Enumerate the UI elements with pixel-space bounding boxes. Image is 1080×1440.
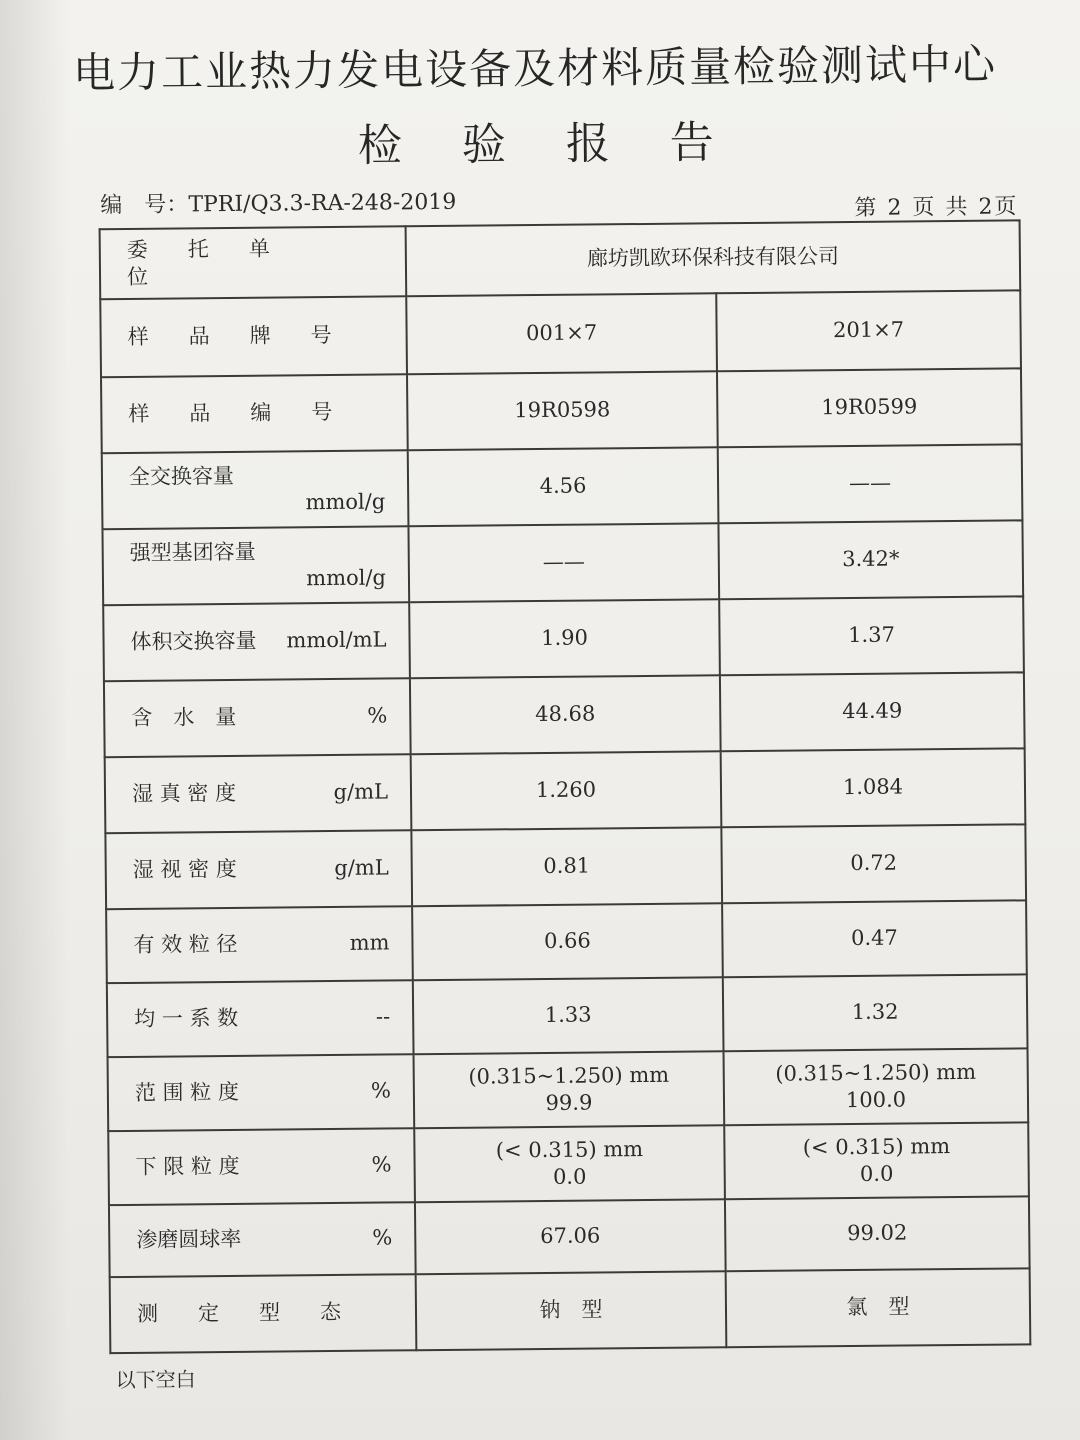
value-cell bbox=[724, 1048, 1029, 1125]
value-cell bbox=[724, 1122, 1029, 1199]
property-name: 均 一 系 数 bbox=[134, 1006, 239, 1032]
report-number-label: 编 号： bbox=[100, 192, 189, 219]
value-cell: 1.37 bbox=[719, 596, 1024, 675]
lower-spec: (< 0.315) mm bbox=[802, 1133, 951, 1160]
report-meta bbox=[36, 175, 1036, 229]
property-unit: % bbox=[372, 1225, 393, 1250]
property-name: 湿 视 密 度 bbox=[132, 857, 237, 883]
test-results-table bbox=[99, 219, 1032, 1354]
table-row bbox=[109, 1196, 1030, 1277]
sample-no-label: 样品编号 bbox=[128, 399, 373, 427]
value-cell: 67.06 bbox=[415, 1199, 726, 1274]
table-row bbox=[108, 1048, 1029, 1131]
organization-title: 电力工业热力发电设备及材料质量检验测试中心 bbox=[72, 39, 998, 98]
report-number-value: TPRI/Q3.3-RA-248-2019 bbox=[188, 189, 457, 218]
property-unit: g/mL bbox=[334, 855, 389, 881]
row-label bbox=[103, 602, 410, 681]
table-row bbox=[105, 748, 1026, 833]
value-cell: 0.72 bbox=[721, 824, 1026, 903]
value-cell: 99.02 bbox=[725, 1196, 1030, 1271]
value-cell: 1.260 bbox=[411, 751, 722, 830]
lower-value: 0.0 bbox=[552, 1164, 587, 1189]
property-unit: % bbox=[367, 703, 388, 729]
property-name: 强型基团容量 bbox=[129, 539, 256, 565]
table-row bbox=[103, 596, 1024, 681]
row-label bbox=[101, 374, 408, 453]
value-cell bbox=[414, 1051, 725, 1128]
range-value: 100.0 bbox=[845, 1087, 907, 1113]
table-row bbox=[100, 220, 1021, 299]
table-row bbox=[110, 1268, 1031, 1353]
property-name: 下 限 粒 度 bbox=[135, 1154, 240, 1180]
value-cell: 0.66 bbox=[412, 903, 723, 980]
value-cell: 44.49 bbox=[720, 672, 1025, 751]
row-label bbox=[102, 450, 409, 529]
brand-label: 样品牌号 bbox=[127, 322, 372, 350]
range-spec: (0.315~1.250) mm bbox=[775, 1059, 977, 1086]
row-label bbox=[105, 754, 412, 833]
value-cell: 0.81 bbox=[411, 827, 722, 906]
blank-below-note: 以下空白 bbox=[115, 1367, 196, 1393]
value-cell: 1.32 bbox=[723, 974, 1028, 1051]
value-cell: 钠 型 bbox=[416, 1271, 727, 1350]
lower-value: 0.0 bbox=[859, 1161, 894, 1186]
property-name: 全交换容量 bbox=[128, 463, 235, 489]
property-unit: % bbox=[370, 1078, 391, 1103]
property-name: 体积交换容量 bbox=[130, 629, 257, 655]
client-label-text: 委托单位 bbox=[126, 235, 310, 289]
table-row bbox=[108, 1122, 1029, 1205]
table-row bbox=[100, 290, 1021, 377]
property-name: 湿 真 密 度 bbox=[131, 781, 237, 807]
value-cell: 48.68 bbox=[410, 675, 721, 754]
property-name: 渗磨圆球率 bbox=[136, 1227, 242, 1253]
value-cell: 1.084 bbox=[721, 748, 1026, 827]
row-label bbox=[107, 980, 414, 1057]
report-title: 检验报告 bbox=[357, 116, 775, 172]
sample-no-value-2: 19R0599 bbox=[717, 368, 1022, 447]
row-label bbox=[102, 526, 409, 605]
lower-spec: (< 0.315) mm bbox=[495, 1136, 644, 1163]
sample-no-value-1: 19R0598 bbox=[407, 371, 718, 450]
range-spec: (0.315~1.250) mm bbox=[468, 1062, 670, 1089]
property-unit: % bbox=[371, 1152, 392, 1177]
property-unit: mm bbox=[349, 930, 390, 956]
property-unit: g/mL bbox=[333, 779, 389, 805]
form-label: 测定型态 bbox=[136, 1299, 382, 1327]
table-row bbox=[102, 444, 1023, 529]
value-cell: —— bbox=[408, 523, 719, 602]
brand-value-1: 001×7 bbox=[406, 293, 717, 374]
property-unit: mmol/g bbox=[306, 565, 387, 591]
table-row bbox=[102, 520, 1023, 605]
value-cell: 氯 型 bbox=[726, 1268, 1031, 1347]
brand-value-2: 201×7 bbox=[716, 290, 1021, 371]
property-unit: mmol/g bbox=[305, 489, 386, 515]
value-cell: —— bbox=[718, 444, 1023, 523]
row-label bbox=[106, 906, 413, 983]
row-label bbox=[110, 1274, 417, 1353]
table-row bbox=[106, 900, 1027, 983]
report-content bbox=[35, 25, 1048, 1415]
row-label bbox=[104, 678, 411, 757]
row-label bbox=[105, 830, 412, 909]
property-name: 有 效 粒 径 bbox=[133, 932, 238, 958]
value-cell: 1.90 bbox=[409, 599, 720, 678]
row-label bbox=[108, 1054, 415, 1131]
table-row bbox=[101, 368, 1022, 453]
property-name: 范 围 粒 度 bbox=[134, 1080, 240, 1106]
row-label bbox=[100, 226, 407, 299]
property-name: 含 水 量 bbox=[131, 705, 237, 731]
row-label bbox=[109, 1202, 416, 1277]
value-cell bbox=[414, 1125, 725, 1202]
value-cell: 1.33 bbox=[413, 977, 724, 1054]
value-cell: 3.42* bbox=[718, 520, 1023, 599]
table-row bbox=[107, 974, 1028, 1057]
client-label bbox=[127, 234, 358, 291]
table-row bbox=[104, 672, 1025, 757]
value-cell: 0.47 bbox=[722, 900, 1027, 977]
value-cell: 4.56 bbox=[408, 447, 719, 526]
table-row bbox=[105, 824, 1026, 909]
property-unit: -- bbox=[375, 1004, 391, 1029]
range-value: 99.9 bbox=[545, 1090, 593, 1115]
property-unit: mmol/mL bbox=[286, 627, 387, 653]
row-label bbox=[108, 1128, 415, 1205]
report-number bbox=[100, 185, 456, 219]
page-info: 第 2 页 共 2页 bbox=[854, 194, 1019, 221]
client-value: 廊坊凯欧环保科技有限公司 bbox=[406, 220, 1021, 296]
row-label bbox=[100, 296, 407, 377]
